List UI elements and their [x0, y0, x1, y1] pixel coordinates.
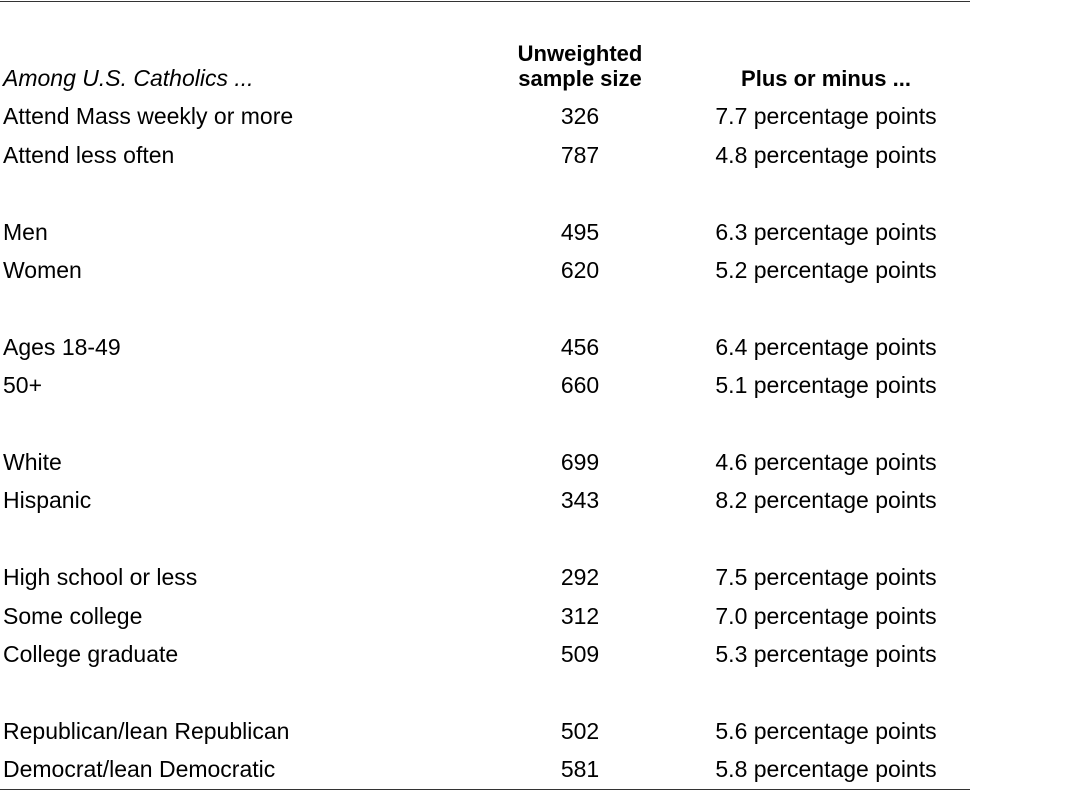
table-row [0, 332, 970, 362]
table-row [0, 485, 970, 515]
row-sample-size: 699 [560, 449, 600, 475]
row-sample-size: 292 [560, 564, 600, 590]
row-sample-size: 502 [560, 718, 600, 744]
margin-column-header: Plus or minus ... [741, 66, 911, 91]
row-margin-of-error: 7.7 percentage points [715, 103, 937, 129]
sample-size-header-line2: sample size [518, 66, 642, 91]
row-group-label: Ages 18-49 [3, 334, 121, 360]
table-row [0, 217, 970, 247]
row-margin-of-error: 5.3 percentage points [715, 641, 937, 667]
row-sample-size: 456 [560, 334, 600, 360]
row-margin-of-error: 4.6 percentage points [715, 449, 937, 475]
row-margin-of-error: 4.8 percentage points [715, 142, 937, 168]
table-row [0, 754, 970, 784]
row-margin-of-error: 5.6 percentage points [715, 718, 937, 744]
sample-size-column-header [480, 41, 680, 91]
row-sample-size: 787 [560, 142, 600, 168]
row-group-label: Men [3, 219, 48, 245]
table-row [0, 370, 970, 400]
row-group-label: 50+ [3, 372, 43, 398]
row-margin-of-error: 6.4 percentage points [715, 334, 937, 360]
row-group-label: Democrat/lean Democratic [3, 756, 276, 782]
row-group-label: Attend less often [3, 142, 175, 168]
row-sample-size: 343 [560, 487, 600, 513]
table-row [0, 255, 970, 285]
row-margin-of-error: 6.3 percentage points [715, 219, 937, 245]
row-sample-size: 620 [560, 257, 600, 283]
row-sample-size: 326 [560, 103, 600, 129]
row-margin-of-error: 5.8 percentage points [715, 756, 937, 782]
row-sample-size: 509 [560, 641, 600, 667]
row-group-label: Women [3, 257, 82, 283]
row-margin-of-error: 8.2 percentage points [715, 487, 937, 513]
row-group-label: College graduate [3, 641, 179, 667]
row-margin-of-error: 7.0 percentage points [715, 603, 937, 629]
group-column-header: Among U.S. Catholics ... [3, 65, 254, 91]
row-margin-of-error: 5.2 percentage points [715, 257, 937, 283]
row-group-label: Attend Mass weekly or more [3, 103, 294, 129]
table-row [0, 716, 970, 746]
row-group-label: Hispanic [3, 487, 92, 513]
table-row [0, 562, 970, 592]
row-group-label: White [3, 449, 62, 475]
table-row [0, 140, 970, 170]
row-sample-size: 495 [560, 219, 600, 245]
row-margin-of-error: 5.1 percentage points [715, 372, 937, 398]
row-group-label: High school or less [3, 564, 198, 590]
top-rule [0, 1, 970, 2]
row-group-label: Some college [3, 603, 143, 629]
bottom-rule [0, 789, 970, 790]
row-sample-size: 312 [560, 603, 600, 629]
row-group-label: Republican/lean Republican [3, 718, 290, 744]
table-row [0, 639, 970, 669]
table-row [0, 447, 970, 477]
row-margin-of-error: 7.5 percentage points [715, 564, 937, 590]
row-sample-size: 581 [560, 756, 600, 782]
table-row [0, 101, 970, 131]
row-sample-size: 660 [560, 372, 600, 398]
sample-size-header-line1: Unweighted [517, 41, 643, 66]
table-row [0, 601, 970, 631]
